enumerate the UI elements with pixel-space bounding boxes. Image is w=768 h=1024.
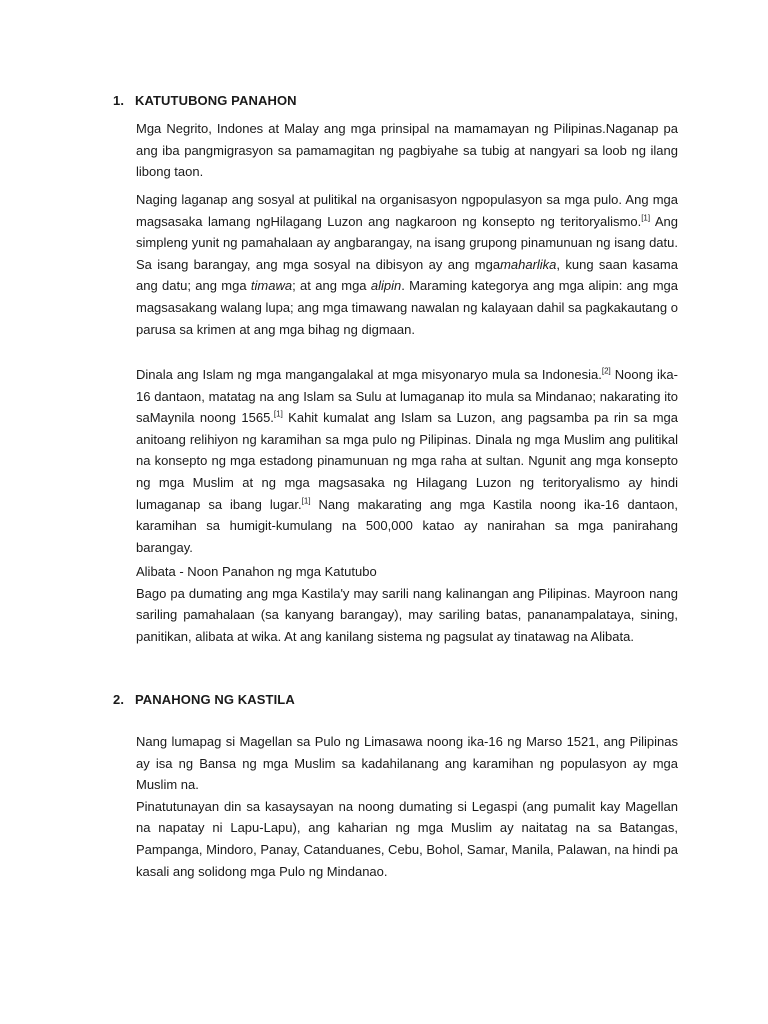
section-1-paragraph-4 <box>136 561 678 647</box>
section-2-number: 2. <box>113 692 125 707</box>
section-2-title: PANAHONG NG KASTILA <box>135 692 295 707</box>
footnote-ref[interactable]: [1] <box>301 496 311 506</box>
p2-text-b: Ang simpleng yunit ng pamahalaan ay angbarangay, na isang grupong pinamunuan ng isang datu. Sa isang barangay, ang mga sosyal na dibisyon ay ang mga <box>136 213 678 272</box>
p3-text-a: Dinala ang Islam ng mga mangangalakal at mga misyonaryo mula sa Indonesia. <box>136 367 602 382</box>
alibata-subtitle: Alibata - Noon Panahon ng mga Katutubo <box>136 564 377 579</box>
p3-text-c: Kahit kumalat ang Islam sa Luzon, ang pagsamba pa rin sa mga anitoang relihiyon ng karamihan sa mga pulo ng Pilipinas. Dinala ng mga Muslim ang pulitikal na konsepto ng mga estadong pinamunuan ng mga raha at sultan. Ngunit ang mga konsepto ng mga Muslim at ng mga magsasaka ng Hilagang Luzon ng teritoryalismo ay hindi lumaganap sa ibang lugar. <box>136 410 678 512</box>
term-timawa: timawa <box>250 278 293 294</box>
p2-text-e: . Maraming kategorya ang mga alipin: ang mga magsasakang walang lupa; ang mga timawang nawalan ng kalayaan dahil sa pagkakautang o parusa sa krimen at ang mga bihag ng digmaan. <box>136 278 678 337</box>
p3-text-b: Noong ika-16 dantaon, matatag na ang Islam sa Sulu at lumaganap ito mula sa Mindanao; nakarating ito saMaynila noong 1565. <box>136 367 678 426</box>
p2-text-c: , kung saan kasama ang datu; ang mga <box>136 256 678 294</box>
section-1-title: KATUTUBONG PANAHON <box>135 93 297 108</box>
footnote-ref[interactable]: [2] <box>601 366 611 376</box>
footnote-ref[interactable]: [1] <box>273 409 283 419</box>
section-1-paragraph-3 <box>136 364 678 558</box>
term-maharlika: maharlika <box>500 256 557 272</box>
alibata-text: Bago pa dumating ang mga Kastila'y may sarili nang kalinangan ang Pilipinas. Mayroon nang sariling pamahalaan (sa kanyang barangay), may sariling batas, pananampalataya, sining, panitikan, alibata at wika. At ang kanilang sistema ng pagsulat ay tinatawag na Alibata. <box>136 585 678 644</box>
term-alipin: alipin <box>370 278 402 294</box>
p2-text-d: ; at ang mga <box>292 278 371 294</box>
p2-text-a: Naging laganap ang sosyal at pulitikal na organisasyon ngpopulasyon sa mga pulo. Ang mga magsasaka lamang ngHilagang Luzon ang nagkaroon ng konsepto ng teritoryalismo. <box>136 192 678 229</box>
p3-text-d: Nang makarating ang mga Kastila noong ika-16 dantaon, karamihan sa humigit-kumulang na 500,000 katao ay nanirahan sa mga panirahang barangay. <box>136 496 678 555</box>
section-2-heading <box>113 692 295 707</box>
section-2-paragraph-1 <box>136 731 678 882</box>
section-1-number: 1. <box>113 93 125 108</box>
section-1-paragraph-2 <box>136 189 678 340</box>
section-1-heading <box>113 93 297 108</box>
footnote-ref[interactable]: [1] <box>641 213 651 223</box>
section-2-text-2: Pinatutunayan din sa kasaysayan na noong dumating si Legaspi (ang pumalit kay Magellan na napatay ni Lapu-Lapu), ang kaharian ng mga Muslim ay naitatag na sa Batangas, Pampanga, Mindoro, Panay, Catanduanes, Cebu, Bohol, Samar, Manila, Palawan, na hindi pa kasali ang solidong mga Pulo ng Mindanao. <box>136 798 678 879</box>
section-2-text-1: Nang lumapag si Magellan sa Pulo ng Limasawa noong ika-16 ng Marso 1521, ang Pilipinas ay isa ng Bansa ng mga Muslim sa kadahilanang ang karamihan ng populasyon ay mga Muslim na. <box>136 734 678 793</box>
section-1-paragraph-1: Mga Negrito, Indones at Malay ang mga prinsipal na mamamayan ng Pilipinas.Naganap pa ang iba pangmigrasyon sa pamamagitan ng pagbiyahe sa tubig at nangyari sa loob ng ilang libong taon. <box>136 121 678 180</box>
